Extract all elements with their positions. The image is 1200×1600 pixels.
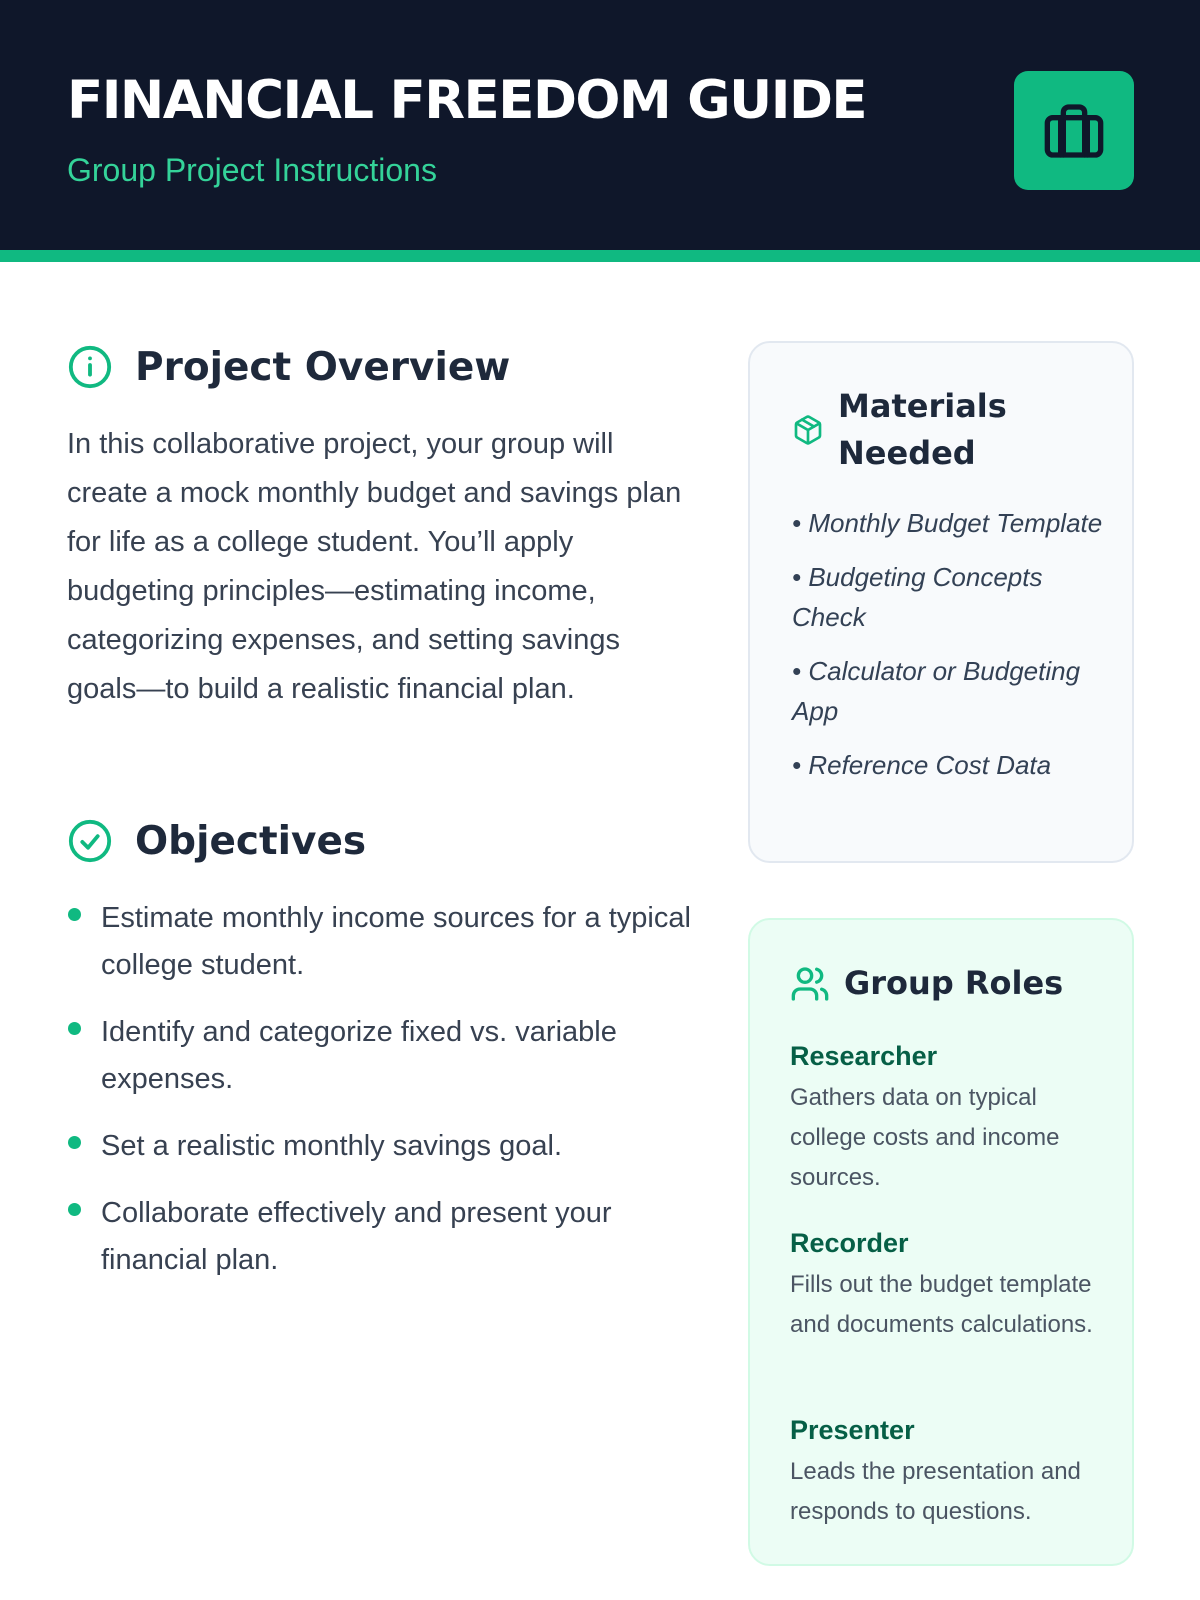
check-circle-icon	[67, 818, 113, 864]
bullet-dot	[68, 1022, 81, 1035]
objectives-list	[67, 895, 697, 1304]
materials-list	[792, 503, 1112, 799]
objective-item: Estimate monthly income sources for a typical college student.	[67, 895, 697, 989]
bullet-dot	[68, 908, 81, 921]
info-icon	[67, 344, 113, 390]
users-icon	[790, 964, 830, 1004]
material-item: • Budgeting Concepts Check	[792, 562, 1043, 632]
page-subtitle: Group Project Instructions	[67, 152, 437, 188]
briefcase-icon	[1042, 99, 1106, 163]
overview-heading-row	[67, 344, 510, 390]
package-icon	[792, 414, 824, 446]
objectives-heading: Objectives	[135, 818, 367, 864]
objective-item: Set a realistic monthly savings goal.	[67, 1123, 697, 1170]
material-item: • Reference Cost Data	[792, 750, 1052, 780]
role-recorder	[790, 1225, 1110, 1345]
roles-heading-row	[790, 960, 1063, 1007]
role-title: Presenter	[790, 1415, 915, 1445]
objectives-heading-row	[67, 818, 366, 864]
bullet-dot	[68, 1203, 81, 1216]
role-presenter	[790, 1412, 1110, 1532]
role-title: Researcher	[790, 1041, 938, 1071]
role-description: Leads the presentation and responds to questions.	[790, 1458, 1081, 1525]
objective-item: Collaborate effectively and present your financial plan.	[67, 1190, 697, 1284]
role-description: Fills out the budget template and documents calculations.	[790, 1271, 1093, 1338]
objective-item: Identify and categorize fixed vs. variable expenses.	[67, 1009, 697, 1103]
material-item: • Monthly Budget Template	[792, 508, 1103, 538]
role-title: Recorder	[790, 1228, 909, 1258]
roles-card	[748, 918, 1134, 1566]
page-header	[0, 0, 1200, 262]
bullet-dot	[68, 1136, 81, 1149]
roles-heading: Group Roles	[844, 964, 1064, 1002]
role-description: Gathers data on typical college costs and income sources.	[790, 1084, 1060, 1191]
overview-heading: Project Overview	[135, 344, 511, 390]
role-researcher	[790, 1038, 1110, 1198]
materials-heading: Materials Needed	[838, 387, 1007, 472]
materials-card	[748, 341, 1134, 863]
materials-heading-row	[792, 383, 1018, 477]
header-badge	[1014, 71, 1134, 190]
material-item: • Calculator or Budgeting App	[792, 656, 1081, 726]
overview-text: In this collaborative project, your group will create a mock monthly budget and savings plan for life as a college student. You’ll apply budgeting principles—estimating income, categorizing expenses, and setting savings goals—to build a realistic financial plan.	[67, 428, 682, 705]
page-title: FINANCIAL FREEDOM GUIDE	[67, 70, 867, 131]
